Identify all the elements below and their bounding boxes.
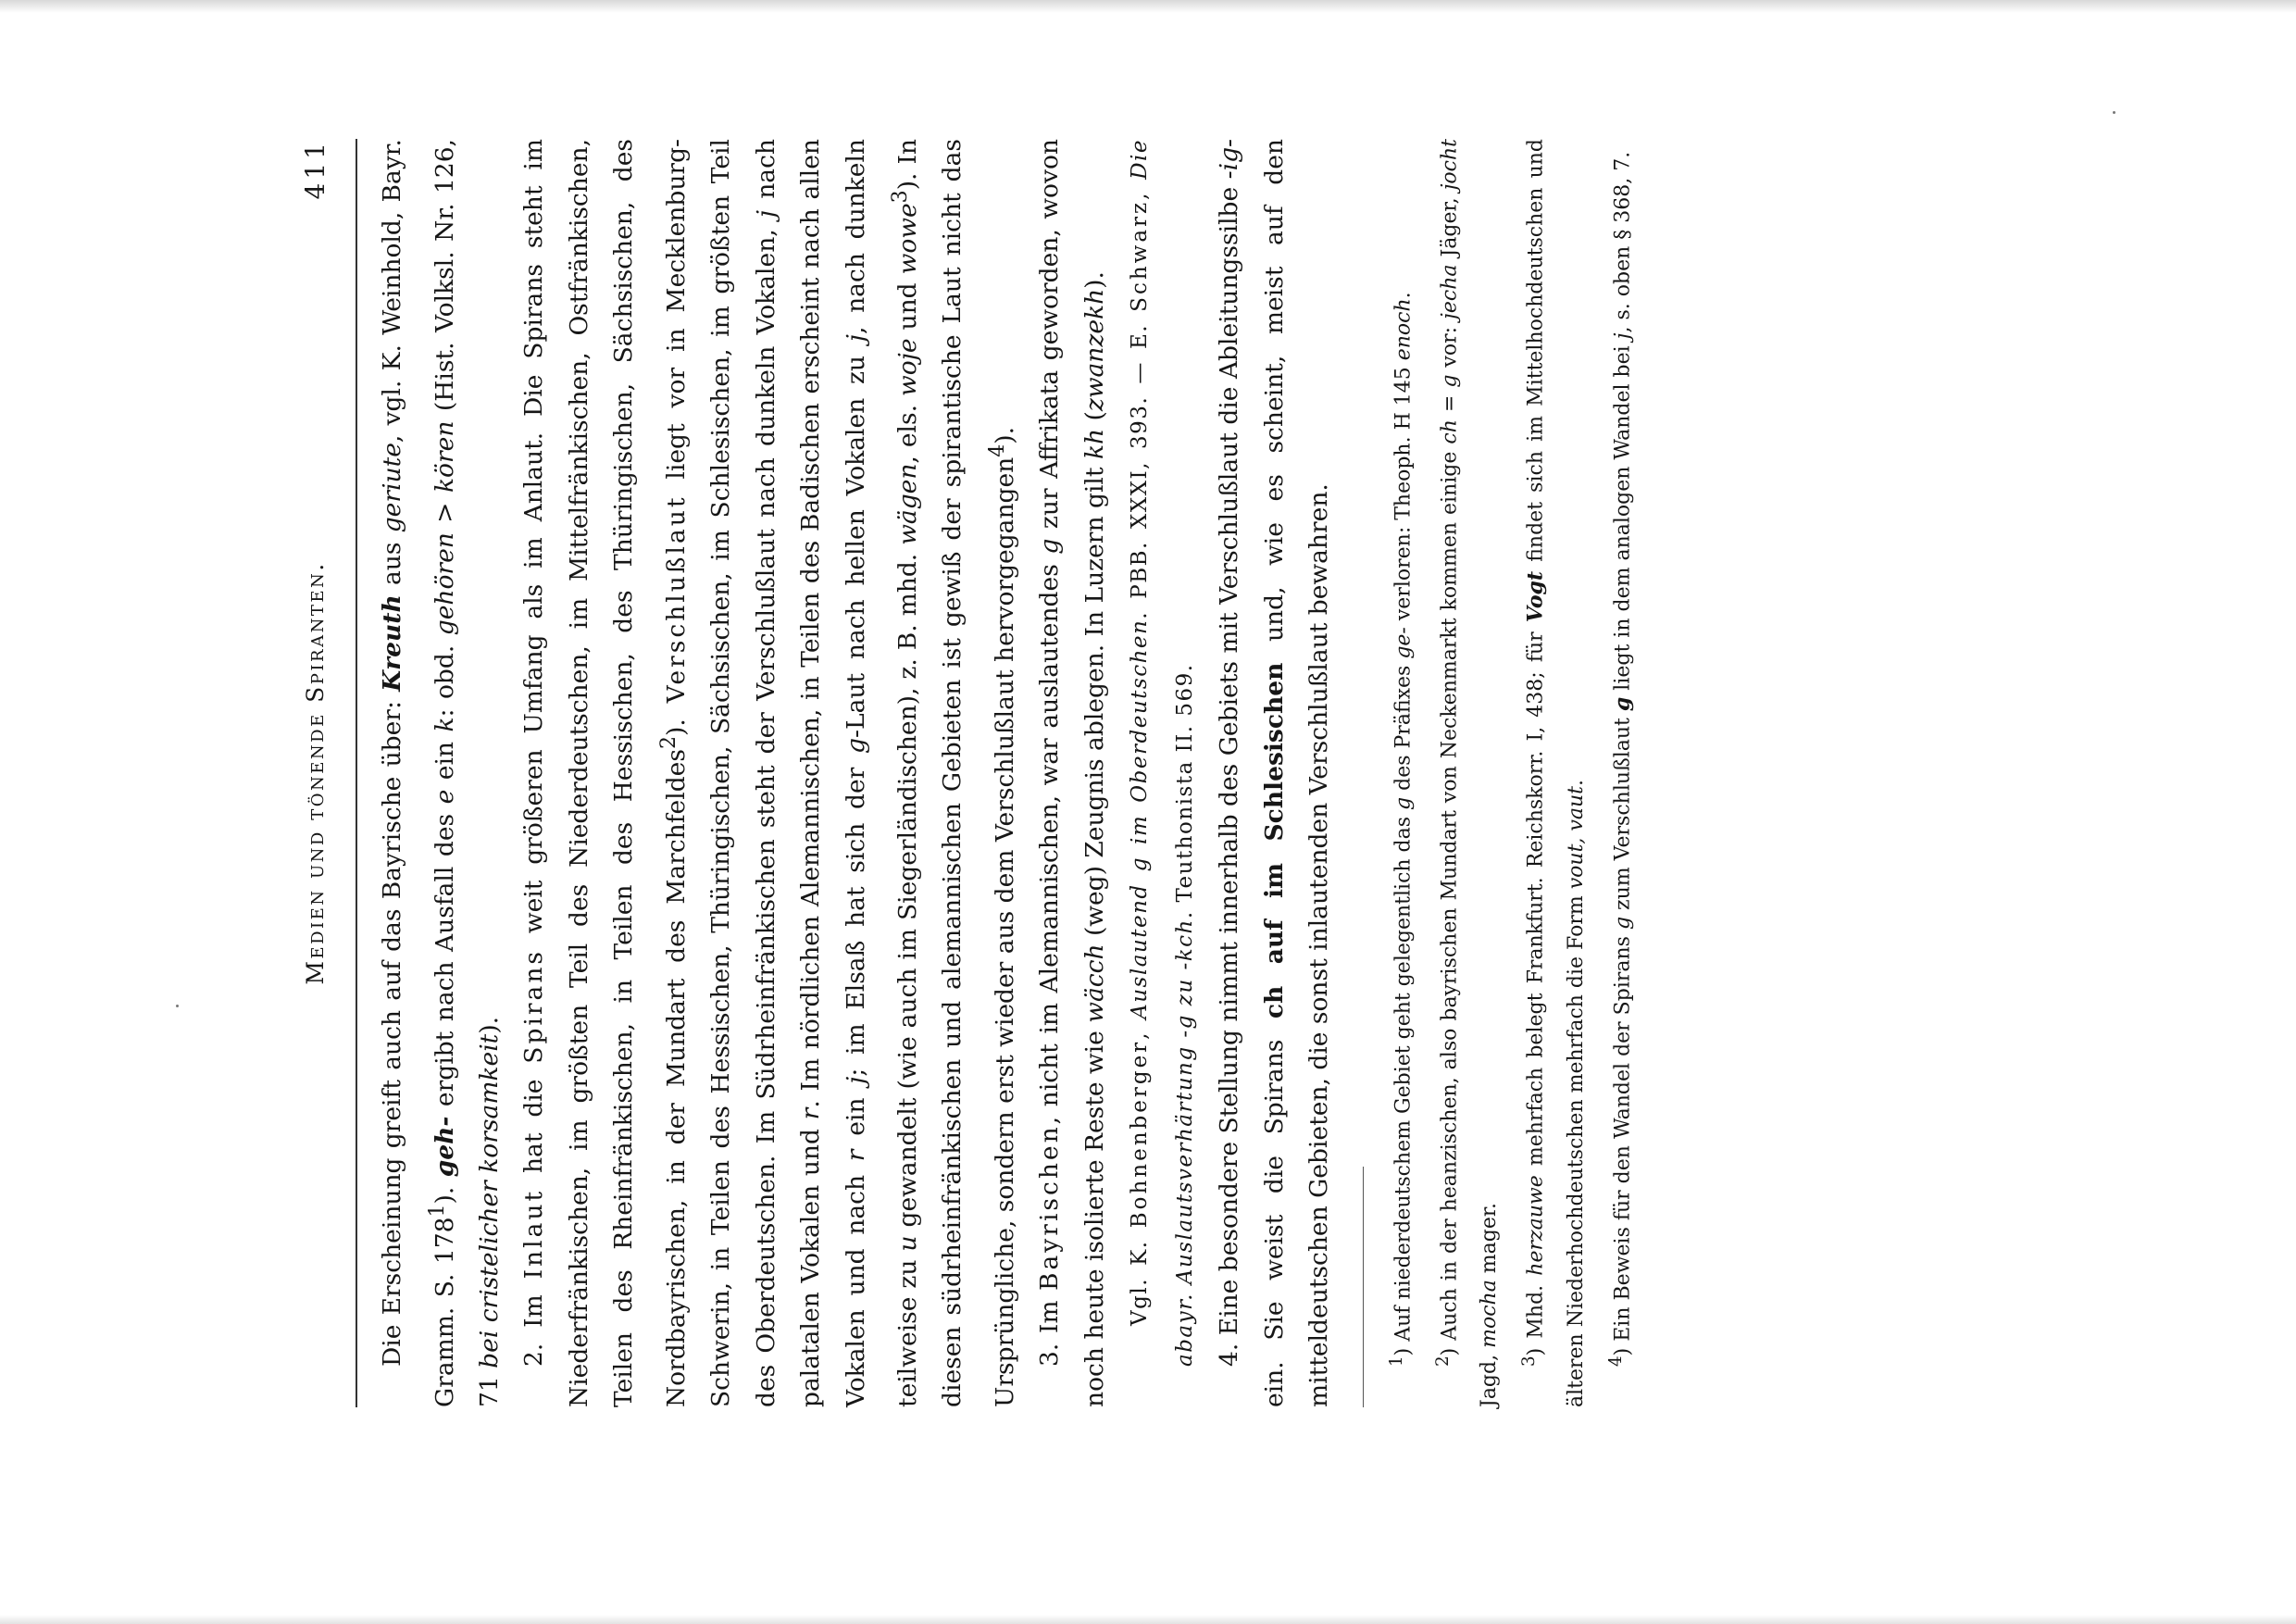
paragraph-anlaut-end (370, 139, 512, 1407)
footnote-rule (1363, 1167, 1364, 1407)
italic-term: j (1611, 332, 1635, 340)
footnote-number: 1 (1386, 1355, 1406, 1367)
text-run: weit größeren Umfang als im Anlaut. Die Spirans steht im Niederfränkischen, im größten Teil des Niederdeutschen, im Mittelfränkischen, Ostfränkischen, Teilen des Rheinfränkischen, in Teilen des Hessischen, des Thüringischen, Sächsischen, des Nordbayrischen, in der Mundart des Marchfeldes (519, 139, 691, 1407)
text-run: ) Auf niederdeutschem Gebiet geht gelegentlich das (1391, 809, 1416, 1356)
italic-term: e (430, 789, 459, 805)
italic-term: ch (1438, 419, 1462, 444)
paragraph-ableitungssilbe (1207, 139, 1342, 1407)
paragraph-bayrisch (1028, 139, 1117, 1407)
spaced-term: Bohnenberger (1128, 1039, 1153, 1229)
text-run: nach palatalen Vokalen und (751, 139, 826, 1407)
text-run: vor: (1438, 319, 1462, 375)
spaced-term: Inlaut (519, 1188, 549, 1280)
text-run: ). (430, 1177, 459, 1205)
italic-term: j (751, 209, 780, 219)
text-run: ( (1079, 411, 1109, 429)
italic-term: g (841, 737, 870, 754)
italic-term: woje (892, 338, 922, 396)
italic-term: herzauwe (1524, 1175, 1548, 1276)
italic-term: kören (430, 420, 459, 493)
spaced-term: Verschlußlaut (661, 494, 691, 704)
italic-term: gehören (430, 532, 459, 636)
text-run: 4. Eine besondere Stellung nimmt innerhalb des Gebiets mit Verschlußlaut die Ableitungssilbe (1215, 179, 1244, 1367)
text-run: , (1128, 1018, 1153, 1040)
italic-term: zwanzekh (1079, 288, 1109, 412)
italic-term: Die abayr. Auslautsverhärtung -g zu -kch (1128, 139, 1197, 1367)
text-run: ). (661, 703, 691, 736)
italic-term: bei cristelicher korsamkeit (474, 1033, 504, 1368)
text-run: ein (841, 1083, 870, 1150)
text-run: ). In diesen südrheinfränkischen und alemannischen Gebieten ist gewiß der spirantische Laut nicht das Ursprüngliche, sondern erst wieder aus dem Verschlußlaut hervorgegangen (892, 139, 1019, 1407)
text-run: -Laut nach hellen Vokalen zu (841, 342, 870, 738)
paragraph-inlaut (512, 139, 1028, 1407)
text-run: , (1128, 179, 1153, 200)
italic-term: u (892, 1235, 922, 1252)
text-run: mehrfach belegt Frankfurt. Reichskorr. I, 438; für (1524, 622, 1548, 1176)
text-run: zur Affrikata geworden, wovon noch heute isolierte Reste wie (1035, 139, 1109, 1407)
scan-speck (2113, 111, 2115, 114)
italic-term: Vogt (1523, 570, 1548, 623)
italic-term: Auslautend g im Oberdeutschen (1128, 618, 1153, 1019)
text-run: ). (990, 426, 1019, 444)
text-run: , nicht im Alemannischen, war auslautendes (1035, 554, 1065, 1125)
text-run: (weg) Zeugnis ablegen. In Luzern gilt (1079, 459, 1109, 944)
text-run: , nach dunkeln teilweise zu (841, 139, 922, 1407)
scan-edge-bottom (0, 1615, 2296, 1624)
italic-term: Kreuth (378, 594, 406, 692)
italic-term: g (1391, 796, 1416, 810)
italic-term: vout, vaut (1564, 786, 1588, 890)
text-run: . (1391, 292, 1416, 299)
text-run: = (1438, 387, 1462, 420)
text-run: (Hist. Volksl. Nr. 126, 71 (430, 139, 504, 1407)
text-run: findet sich im Mittelhochdeutschen und älteren Niederhochdeutschen mehrfach die Form (1524, 138, 1588, 1407)
text-run: , vgl. K. Weinhold, Bayr. Gramm. S. 178 (378, 139, 459, 1407)
italic-term: j (841, 1076, 870, 1084)
text-run: ) Mhd. (1524, 1275, 1548, 1356)
text-run: mager. (1478, 1203, 1502, 1280)
text-run: , s. oben § 368, 7. (1611, 151, 1635, 333)
text-run: Jäger, (1438, 190, 1462, 265)
italic-term: -ig- (1215, 139, 1244, 180)
text-run: liegt vor in Mecklenburg-Schwerin, in Teilen des Hessischen, Thüringischen, Sächsischen, im Schlesischen, im größten Teil des Oberdeutschen. Im Südrheinfränkischen steht der Verschlußlaut nach dunkeln Vokalen, (661, 139, 780, 1407)
text-run: Vgl. K. (1128, 1228, 1153, 1326)
bold-term: ch auf im Schlesischen (1259, 662, 1289, 1019)
italic-term: jocht (1438, 138, 1462, 191)
text-run: Jagd, (1478, 1347, 1502, 1407)
text-run: ). (474, 1016, 504, 1034)
italic-term: wowe (892, 203, 922, 275)
footnote-1 (1377, 139, 1423, 1407)
italic-term: geh- (430, 1116, 459, 1178)
text-run: des Präfixes (1391, 658, 1416, 797)
text-run: ein. Sie weist die Spirans (1259, 1018, 1289, 1407)
text-run: ergibt nach Ausfall des (430, 804, 459, 1117)
text-run: 3. Im (1035, 1290, 1065, 1367)
italic-term: g (1610, 696, 1635, 712)
italic-term: j (841, 334, 870, 343)
italic-term: g (1035, 538, 1065, 555)
running-header (294, 139, 350, 1407)
text-run: gewandelt (wie auch im Siegerländischen), z. B. mhd. (892, 544, 922, 1236)
footnote-4 (1596, 139, 1642, 1407)
text-run: > (430, 493, 459, 533)
header-rule (356, 139, 357, 1407)
running-title (302, 139, 329, 1407)
italic-term: g (1611, 916, 1635, 931)
italic-term: k (430, 717, 459, 732)
text-run: ) Ein Beweis für den Wandel der Spirans (1611, 930, 1635, 1356)
footnote-ref: 3 (889, 190, 913, 204)
italic-term: wäcch (1079, 943, 1109, 1023)
italic-term: r (796, 1107, 826, 1120)
text-run: . Im nördlichen Alemannischen, in Teilen des Badischen erscheint nach allen Vokalen und nach (796, 139, 870, 1407)
text-run: verloren: Theoph. H 145 (1391, 360, 1416, 628)
footnote-number: 3 (1519, 1355, 1540, 1367)
italic-term: kh (1079, 428, 1109, 460)
text-run: , els. (892, 395, 922, 464)
italic-term: enoch (1391, 298, 1416, 361)
text-run: und, wie es scheint, meist auf den mitteldeutschen Gebieten, die sonst inlautenden Verschlußlaut bewahren. (1259, 139, 1334, 1407)
text-run: . Teuthonista II. 569. (1172, 663, 1197, 919)
text-run: zum Verschlußlaut (1611, 711, 1635, 917)
text-run: Die Erscheinung greift auch auf das Bayrische über: (378, 691, 406, 1367)
text-run: und (892, 274, 922, 339)
italic-term: g (1438, 374, 1462, 388)
spaced-term: Spirans (519, 948, 549, 1064)
text-run: ). (1079, 271, 1109, 289)
italic-term: mocha (1478, 1280, 1502, 1348)
footnote-ref: 1 (425, 1204, 449, 1218)
footnote-number: 4 (1605, 1355, 1626, 1367)
running-title-text: Medien und tönende Spiranten. (302, 561, 329, 985)
italic-term: jecha (1438, 264, 1462, 319)
main-text (370, 139, 1642, 1407)
footnote-number: 2 (1433, 1355, 1454, 1367)
reference-note (1117, 139, 1207, 1407)
italic-term: r (841, 1149, 870, 1162)
text-run: . PBB. XXXI, 393. — E. (1128, 311, 1153, 619)
footnote-ref: 2 (656, 735, 680, 750)
text-run: : obd. (430, 635, 459, 718)
text-run: ein (430, 731, 459, 790)
text-run: ) Auch in der heanzischen, also bayrischen Mundart von Neckenmarkt kommen einige (1438, 443, 1462, 1356)
text-run: . (1564, 780, 1588, 787)
text-run: liegt in dem analogen Wandel bei (1611, 339, 1635, 697)
italic-term: wägen (892, 463, 922, 545)
book-page (294, 139, 2202, 1407)
text-run: hat die (519, 1063, 549, 1189)
footnote-2 (1423, 139, 1509, 1407)
page-number: 411 (300, 139, 331, 200)
scan-speck (176, 1005, 179, 1007)
spaced-term: Bayrischen (1035, 1124, 1065, 1291)
scan-edge-top (0, 0, 2296, 13)
italic-term: geriute (378, 443, 406, 533)
text-run: aus (378, 532, 406, 595)
text-run: 2. Im (519, 1279, 549, 1367)
footnote-3 (1509, 139, 1595, 1407)
spaced-term: Schwarz (1128, 199, 1153, 312)
italic-term: ge- (1391, 627, 1416, 659)
text-run: ; im Elsaß hat sich der (841, 753, 870, 1077)
footnote-ref: 4 (985, 443, 1009, 457)
